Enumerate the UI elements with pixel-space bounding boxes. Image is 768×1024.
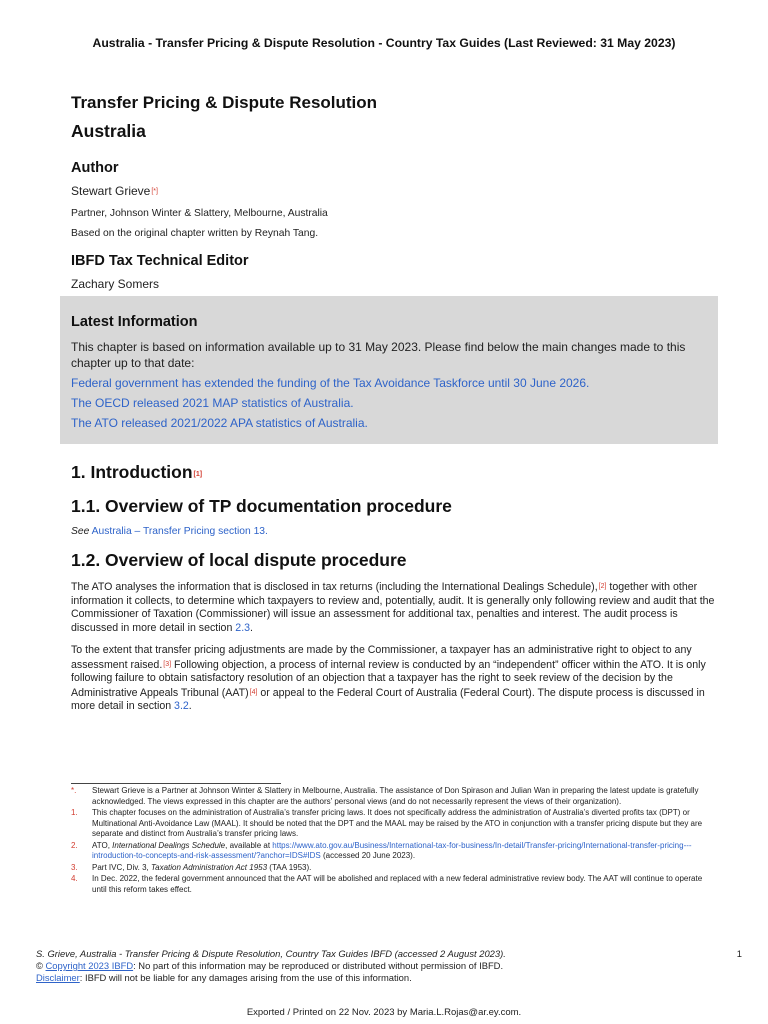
section-1-2-paragraph-2	[71, 644, 721, 714]
section-1-1	[71, 496, 721, 537]
para-1-text-b: together with other information it collects, to determine which taxpayers to review and, potentially, audit. It is generally only following review and audit that the Commissioner of Taxation (Commissioner) will issue an assessment for additional tax, penalties and interest. The audit process is discussed in more detail in section	[71, 581, 715, 634]
front-matter	[71, 90, 721, 291]
section-link-2-3[interactable]: 2.3	[235, 621, 251, 634]
section-1-2-title: 1.2. Overview of local dispute procedure	[71, 550, 407, 570]
author-name-line	[71, 184, 721, 198]
footnote-number: 2.	[71, 840, 78, 850]
para-2-text-c: or appeal to the Federal Court of Australia (Federal Court). The dispute process is discussed in more detail in section	[71, 686, 705, 712]
footnote-item	[71, 874, 711, 895]
see-link[interactable]: Australia – Transfer Pricing section 13.	[91, 526, 268, 537]
section-1-title	[71, 462, 721, 483]
ibfd-link[interactable]: IBFD	[111, 960, 134, 971]
citation-text: S. Grieve, Australia - Transfer Pricing & Dispute Resolution, Country Tax Guides IBFD (accessed 2 August 2023).	[36, 948, 506, 959]
para-2-text-b: Following objection, a process of internal review is conducted by an “independent” officer within the ATO. It is only following failure to obtain satisfactory resolution of an objection that a taxpayer has the right to seek review of the decision by the Administrative Appeals Tribunal (AAT)	[71, 658, 706, 699]
footnote-number: *.	[71, 786, 77, 795]
footnote-ref-4[interactable]: [4]	[249, 688, 258, 696]
footnote-number: 1.	[71, 808, 78, 817]
latest-information-box	[60, 296, 718, 444]
footnote-item	[71, 786, 711, 807]
section-1-1-see	[71, 526, 721, 537]
editor-name: Zachary Somers	[71, 277, 160, 291]
running-header: Australia - Transfer Pricing & Dispute Resolution - Country Tax Guides (Last Reviewed: 31 May 2023)	[92, 36, 676, 50]
latest-info-text: This chapter is based on information available up to 31 May 2023. Please find below the main changes made to this chapter up to that date:	[71, 340, 686, 370]
footnote-ref-star[interactable]: [*]	[151, 188, 158, 195]
footnote-number: 4.	[71, 874, 78, 883]
footnote-number: 3.	[71, 862, 78, 872]
page-footer	[36, 948, 742, 984]
footnote-italic: Taxation Administration Act 1953	[150, 862, 268, 872]
latest-info-link[interactable]: The OECD released 2021 MAP statistics of Australia.	[71, 396, 354, 410]
disclaimer-text: : IBFD will not be liable for any damages arising from the use of this information.	[79, 972, 412, 983]
footnote-divider	[71, 783, 281, 784]
copyright-link[interactable]: Copyright 2023	[45, 960, 112, 971]
footnote-text-post: (TAA 1953).	[267, 862, 312, 872]
copyright-symbol: ©	[36, 960, 43, 971]
footnote-text	[92, 863, 711, 874]
editor-heading: IBFD Tax Technical Editor	[71, 253, 249, 269]
author-heading: Author	[71, 160, 119, 176]
citation-line	[36, 948, 742, 960]
para-1-text-a: The ATO analyses the information that is disclosed in tax returns (including the International Dealings Schedule),	[71, 581, 598, 593]
section-1-1-title: 1.1. Overview of TP documentation procedure	[71, 496, 452, 516]
section-link-3-2[interactable]: 3.2	[174, 700, 189, 712]
page-number: 1	[736, 948, 742, 959]
footnote-text-pre: ATO,	[92, 840, 113, 850]
author-role: Partner, Johnson Winter & Slattery, Melbourne, Australia	[71, 208, 328, 219]
section-1-title-text: 1. Introduction	[71, 462, 193, 482]
latest-info-link[interactable]: Federal government has extended the funding of the Tax Avoidance Taskforce until 30 June 2026.	[71, 376, 590, 390]
footnote-url-link[interactable]: https://www.ato.gov.au/Business/International-tax-for-business/In-detail/Transfer-pricing/International-transfer-pricing---introduction-to-concepts-and-risk-assessment/?anchor=IDS#IDS	[92, 840, 692, 860]
footnote-ref-2[interactable]: [2]	[598, 583, 607, 590]
author-name: Stewart Grieve	[71, 184, 151, 198]
latest-info-link[interactable]: The ATO released 2021/2022 APA statistics of Australia.	[71, 416, 368, 430]
para-1-end: .	[250, 621, 253, 634]
footnote-italic: International Dealings Schedule	[112, 840, 226, 850]
footnote-text-pre: Part IVC, Div. 3,	[92, 862, 151, 872]
section-1	[71, 462, 721, 483]
para-2-text-a: To the extent that transfer pricing adjustments are made by the Commissioner, a taxpayer has an administrative right to object to any assessment raised.	[71, 644, 692, 671]
document-title: Transfer Pricing & Dispute Resolution	[71, 93, 378, 112]
footnote-text-post: (accessed 20 June 2023).	[320, 851, 416, 860]
latest-info-heading: Latest Information	[71, 314, 198, 330]
footnote-item	[71, 808, 711, 840]
footnote-item	[71, 841, 711, 862]
footnote-text: This chapter focuses on the administration of Australia’s transfer pricing laws. It does not specifically address the administration of Australia’s diverted profits tax (DPT) or Multinational Anti-Avoidance Law (MAAL). It should be noted that the DPT and the MAAL may be raised by the ATO in conjunction with a transfer pricing dispute but they are separate and distinct from Australia’s transfer pricing laws.	[92, 808, 703, 838]
footnote-text: Stewart Grieve is a Partner at Johnson Winter & Slattery in Melbourne, Australia. The assistance of Don Spirason and Julian Wan in preparing the latest update is gratefully acknowledged. The views expressed in this chapter are the authors’ personal views (and do not necessarily represent the views of their organization).	[92, 786, 699, 806]
copyright-text: : No part of this information may be reproduced or distributed without permission of IBFD.	[133, 960, 504, 971]
footnote-ref-3[interactable]: [3]	[163, 660, 172, 668]
disclaimer-link[interactable]: Disclaimer	[36, 972, 80, 983]
export-stamp: Exported / Printed on 22 Nov. 2023 by Maria.L.Rojas@ar.ey.com.	[246, 1007, 522, 1018]
disclaimer-line	[36, 972, 742, 984]
para-2-end: .	[188, 700, 192, 712]
section-1-2-paragraph-1	[71, 580, 721, 635]
section-1-2	[71, 550, 721, 714]
footnotes	[71, 783, 711, 896]
footnote-item	[71, 863, 711, 874]
footnote-ref-1[interactable]: [1]	[193, 471, 203, 478]
footnote-text	[92, 841, 711, 862]
document-country: Australia	[71, 121, 146, 141]
footnote-text-mid: , available at	[225, 840, 273, 850]
see-label: See	[71, 526, 90, 537]
author-based-on: Based on the original chapter written by Reynah Tang.	[71, 228, 319, 239]
footnote-text: In Dec. 2022, the federal government announced that the AAT will be abolished and replaced with a new federal administrative review body. The AAT will continue to operate until this reform takes effect.	[92, 874, 703, 894]
copyright-line	[36, 960, 742, 972]
